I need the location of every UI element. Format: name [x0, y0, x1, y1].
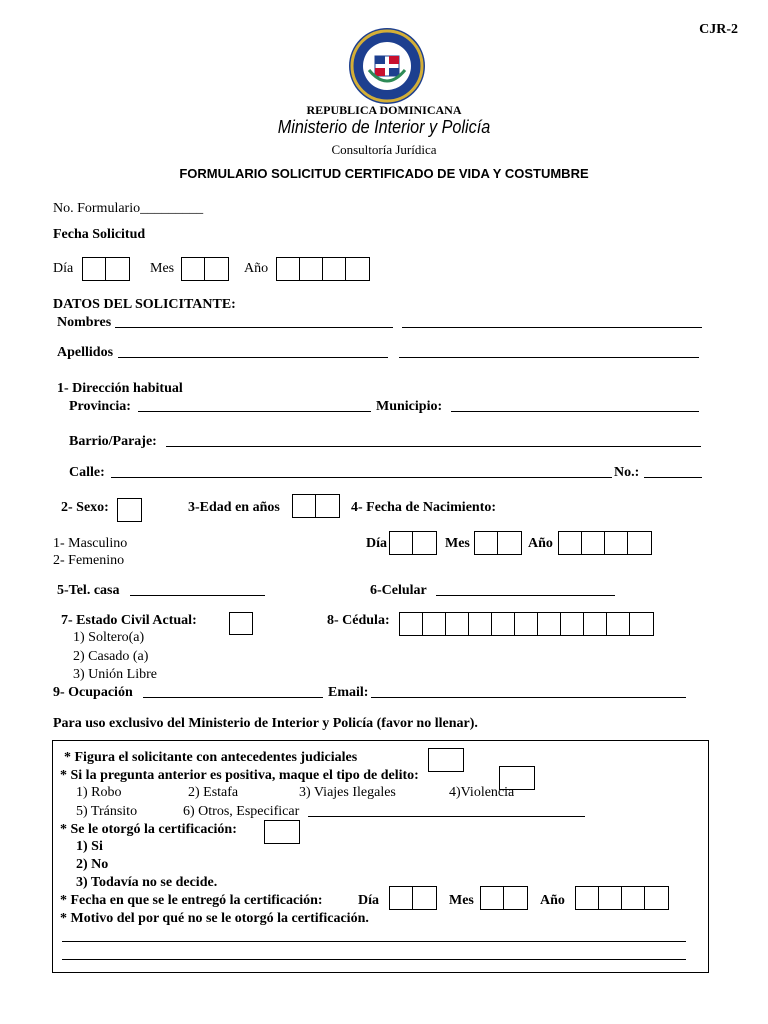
fecha-mes-boxes[interactable] — [181, 257, 229, 281]
form-title: FORMULARIO SOLICITUD CERTIFICADO DE VIDA Y COSTUMBRE — [179, 166, 589, 181]
provincia-line[interactable] — [138, 411, 371, 412]
fecha-anio-label: Año — [244, 261, 269, 276]
ocupacion-label: 9- Ocupación — [53, 685, 133, 700]
delito-robo: 1) Robo — [76, 785, 122, 800]
direccion-label: 1- Dirección habitual — [57, 381, 183, 396]
form-number[interactable]: No. Formulario_________ — [53, 201, 204, 216]
nac-dia-boxes[interactable] — [389, 531, 437, 555]
ministry-seal-icon — [347, 26, 427, 106]
motivo-line-2[interactable] — [62, 959, 686, 960]
apellidos-line-1[interactable] — [118, 357, 388, 358]
delito-transito: 5) Tránsito — [76, 804, 138, 819]
nombres-label: Nombres — [57, 315, 112, 330]
municipio-line[interactable] — [451, 411, 699, 412]
edad-label: 3-Edad en años — [188, 500, 280, 515]
email-label: Email: — [328, 685, 369, 700]
celular-line[interactable] — [436, 595, 615, 596]
department-name: Consultoría Jurídica — [331, 142, 437, 157]
ministry-name: Ministerio de Interior y Policía — [277, 117, 491, 137]
q-antecedentes: * Figura el solicitante con antecedentes judiciales — [64, 750, 358, 765]
cedula-label: 8- Cédula: — [327, 613, 390, 628]
q-tipo-delito: * Si la pregunta anterior es positiva, maque el tipo de delito: — [60, 768, 419, 783]
estado-civil-label: 7- Estado Civil Actual: — [61, 613, 197, 628]
nombres-line-2[interactable] — [402, 327, 702, 328]
fecha-mes-label: Mes — [150, 261, 175, 276]
entrega-dia-label: Día — [358, 893, 379, 908]
delito-estafa: 2) Estafa — [188, 785, 239, 800]
entrega-mes-label: Mes — [449, 893, 474, 908]
municipio-label: Municipio: — [376, 399, 443, 414]
calle-label: Calle: — [69, 465, 105, 480]
antecedentes-box[interactable] — [428, 748, 464, 772]
q-otorgo: * Se le otorgó la certificación: — [60, 822, 237, 837]
apellidos-label: Apellidos — [57, 345, 114, 360]
otorgo-no: 2) No — [76, 857, 109, 872]
delito-viajes: 3) Viajes Ilegales — [299, 785, 396, 800]
numero-label: No.: — [614, 465, 640, 480]
fecha-heading: Fecha Solicitud — [53, 227, 146, 242]
nacimiento-label: 4- Fecha de Nacimiento: — [351, 500, 497, 515]
apellidos-line-2[interactable] — [399, 357, 699, 358]
motivo-line-1[interactable] — [62, 941, 686, 942]
barrio-line[interactable] — [166, 446, 701, 447]
entrega-anio-boxes[interactable] — [575, 886, 669, 910]
cedula-boxes[interactable] — [399, 612, 654, 636]
fecha-dia-label: Día — [53, 261, 74, 276]
sexo-masculino: 1- Masculino — [53, 536, 128, 551]
entrega-anio-label: Año — [540, 893, 565, 908]
sexo-femenino: 2- Femenino — [53, 553, 125, 568]
otros-especificar-line[interactable] — [308, 816, 585, 817]
barrio-label: Barrio/Paraje: — [69, 434, 157, 449]
form-code: CJR-2 — [699, 22, 738, 37]
nac-mes-label: Mes — [445, 536, 470, 551]
fecha-dia-boxes[interactable] — [82, 257, 130, 281]
delito-violencia: 4)Violencia — [449, 785, 515, 800]
otorgo-si: 1) Si — [76, 839, 103, 854]
estado-union: 3) Unión Libre — [73, 667, 157, 682]
edad-boxes[interactable] — [292, 494, 340, 518]
otorgo-todavia: 3) Todavía no se decide. — [76, 875, 218, 890]
solicitante-heading: DATOS DEL SOLICITANTE: — [53, 297, 236, 312]
estado-casado: 2) Casado (a) — [73, 649, 149, 664]
entrega-mes-boxes[interactable] — [480, 886, 528, 910]
numero-line[interactable] — [644, 477, 702, 478]
estado-civil-box[interactable] — [229, 612, 253, 635]
sexo-label: 2- Sexo: — [61, 500, 109, 515]
celular-label: 6-Celular — [370, 583, 427, 598]
calle-line[interactable] — [111, 477, 612, 478]
fecha-anio-boxes[interactable] — [276, 257, 370, 281]
tel-label: 5-Tel. casa — [57, 583, 120, 598]
uso-exclusivo-note: Para uso exclusivo del Ministerio de Interior y Policía (favor no llenar). — [53, 716, 478, 731]
q-motivo: * Motivo del por qué no se le otorgó la certificación. — [60, 911, 369, 926]
nac-anio-boxes[interactable] — [558, 531, 652, 555]
sexo-box[interactable] — [117, 498, 142, 522]
nac-dia-label: Día — [366, 536, 387, 551]
q-fecha-entrega: * Fecha en que se le entregó la certificación: — [60, 893, 323, 908]
provincia-label: Provincia: — [69, 399, 131, 414]
nombres-line-1[interactable] — [115, 327, 393, 328]
estado-soltero: 1) Soltero(a) — [73, 630, 145, 645]
nac-mes-boxes[interactable] — [474, 531, 522, 555]
entrega-dia-boxes[interactable] — [389, 886, 437, 910]
tel-line[interactable] — [130, 595, 265, 596]
otorgo-box[interactable] — [264, 820, 300, 844]
email-line[interactable] — [371, 697, 686, 698]
delito-otros: 6) Otros, Especificar — [183, 804, 300, 819]
country-name: REPUBLICA DOMINICANA — [306, 103, 462, 117]
nac-anio-label: Año — [528, 536, 553, 551]
ocupacion-line[interactable] — [143, 697, 323, 698]
